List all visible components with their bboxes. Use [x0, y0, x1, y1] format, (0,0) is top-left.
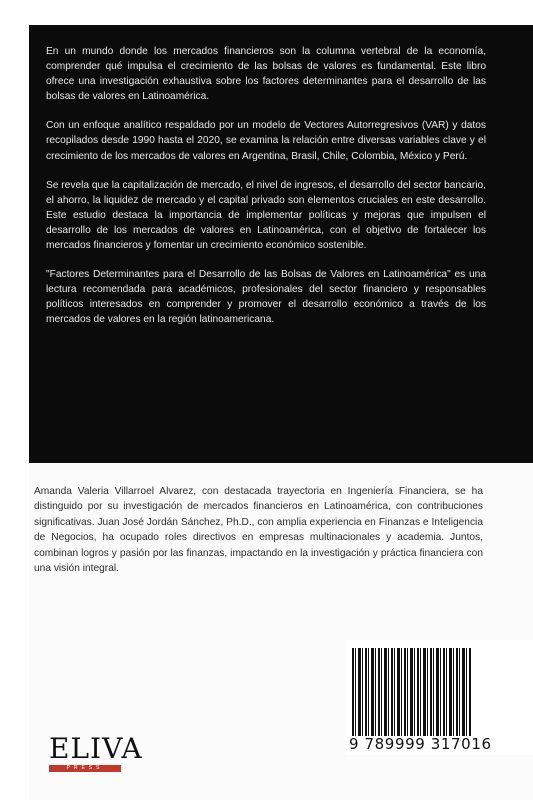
blurb-paragraph-2: Con un enfoque analítico respaldado por un modelo de Vectores Autorregresivos (VAR) y datos recopilados desde 1990 hasta el 2020, se examina la relación entre diversas variables clave y el crecimiento de los mercados de valores en Argentina, Brasil, Chile, Colombia, México y Perú.	[46, 120, 486, 162]
publisher-logo-sub: PRESS	[49, 765, 121, 772]
blurb-paragraph-3: Se revela que la capitalización de mercado, el nivel de ingresos, el desarrollo del sector bancario, el ahorro, la liquidez de mercado y el capital privado son elementos cruciales en este desarrollo. Este estudio destaca la importancia de implementar políticas y mejoras que impulsen el desarrollo de los mercados de valores en Latinoamérica, con el objetivo de fortalecer los mercados financieros y fomentar un crecimiento económico sostenible.	[46, 179, 487, 252]
isbn-number: 9 789999 317016	[349, 735, 492, 753]
publisher-logo	[49, 732, 143, 771]
barcode-bars	[352, 648, 472, 736]
author-bio: Amanda Valeria Villarroel Alvarez, con destacada trayectoria en Ingeniería Financiera, se ha distinguido por su investigación de mercados financieros en Latinoamérica, con contribuciones significativas. Juan José Jordán Sánchez, Ph.D., con amplia experiencia en Finanzas e Inteligencia de Negocios, ha ocupado roles directivos en empresas multinacionales y academia. Juntos, combinan logros y pasión por las finanzas, impactando en la investigación y práctica financiera con una visión integral.	[34, 486, 483, 575]
book-blurb	[46, 44, 486, 342]
blurb-paragraph-4: "Factores Determinantes para el Desarrollo de las Bolsas de Valores en Latinoamérica" es una lectura recomendada para académicos, profesionales del sector financiero y responsables políticos interesados en comprender y promover el desarrollo económico a través de los mercados de valores en la región latinoamericana.	[46, 269, 486, 326]
blurb-paragraph-1: En un mundo donde los mercados financieros son la columna vertebral de la economía, comprender qué impulsa el crecimiento de las bolsas de valores es fundamental. Este libro ofrece una investigación exhaustiva sobre los factores determinantes para el desarrollo de las bolsas de valores en Latinoamérica.	[46, 46, 486, 103]
publisher-logo-name: ELIVA	[49, 732, 143, 765]
